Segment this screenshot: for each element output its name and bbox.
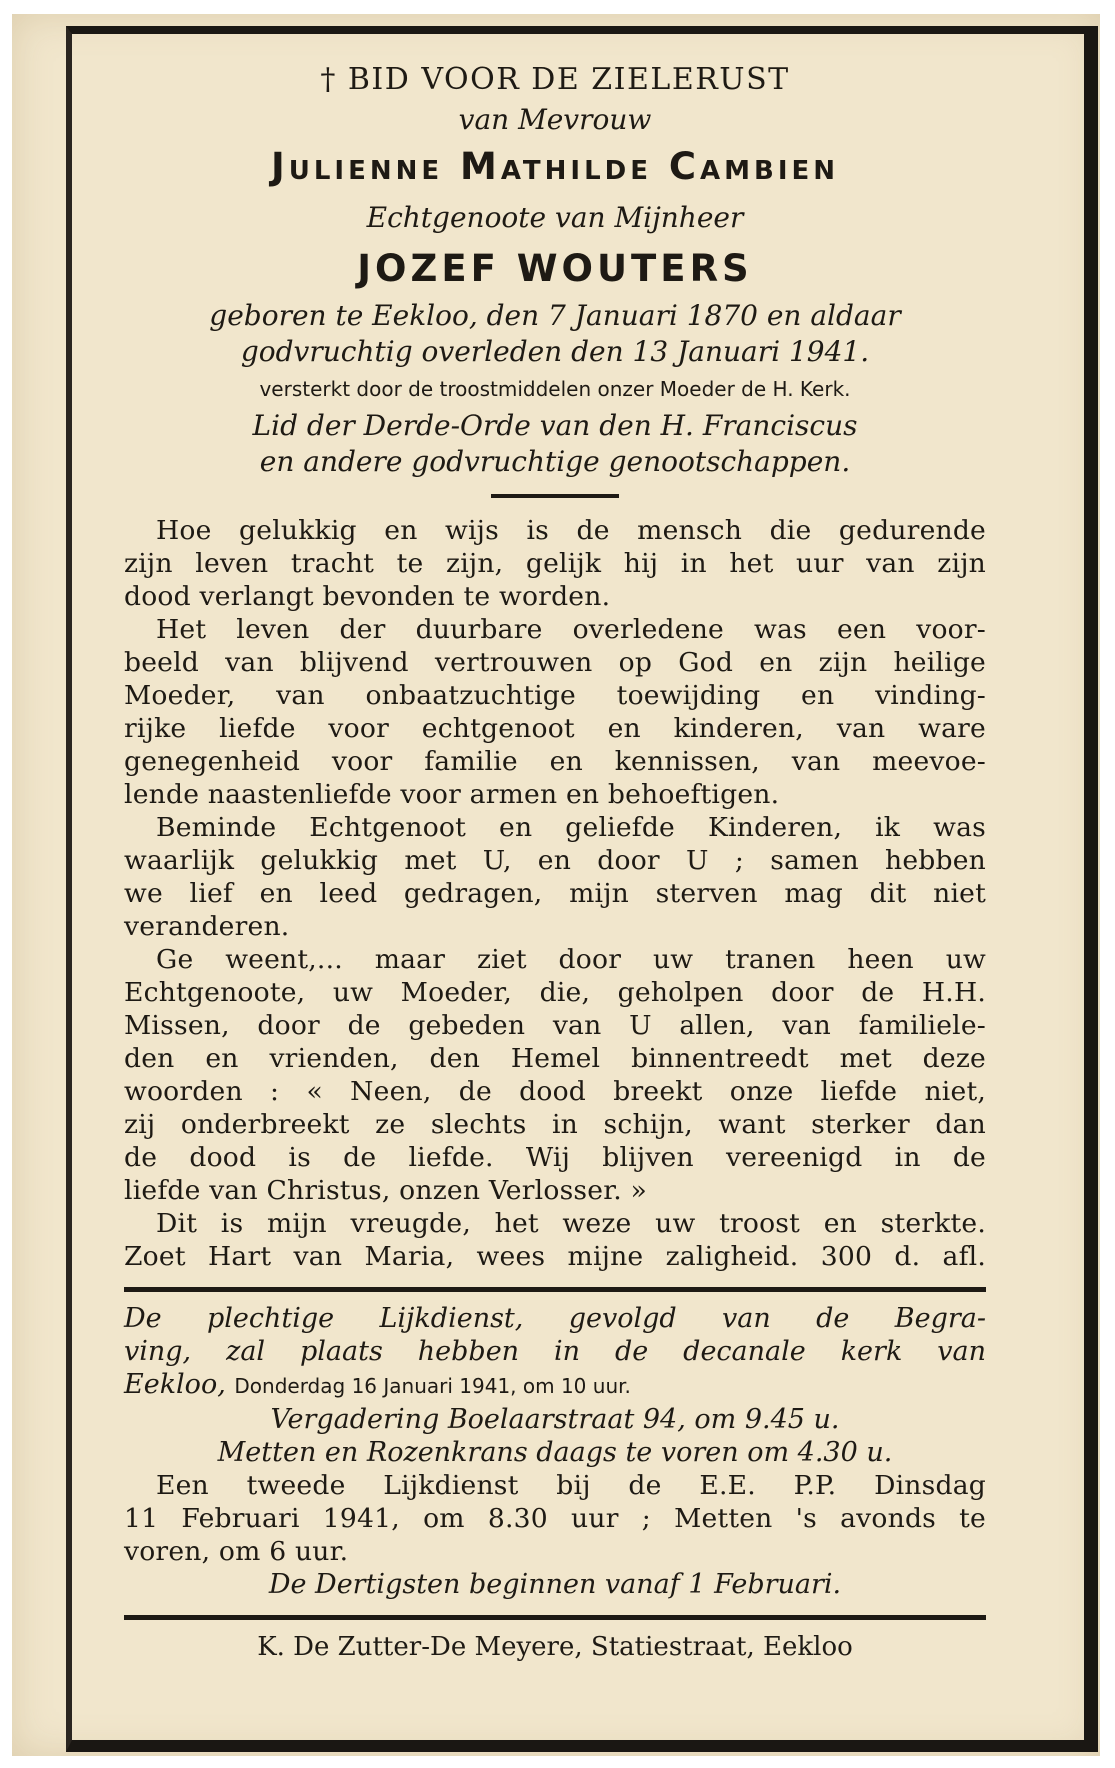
funeral-line-3 xyxy=(124,1368,986,1403)
body-line: rijke liefde voor echtgenoot en kinderen, van ware xyxy=(124,713,986,744)
body-line: veranderen. xyxy=(124,911,290,942)
spouse-prefix: Echtgenoote van Mijnheer xyxy=(366,201,744,234)
body-line: Zoet Hart van Maria, wees mijne zaligheid. 300 d. afl. xyxy=(124,1241,986,1272)
body-line: genegenheid voor familie en kennissen, van meevoe- xyxy=(124,746,986,777)
body-line: Het leven der duurbare overledene was een voor- xyxy=(156,614,986,645)
deceased-name: Julienne Mathilde Cambien xyxy=(270,145,840,188)
printer-imprint: K. De Zutter-De Meyere, Statiestraat, Eekloo xyxy=(257,1632,853,1662)
second-service-line-1: Een tweede Lijkdienst bij de E.E. P.P. Dinsdag xyxy=(156,1470,986,1501)
body-line: beeld van blijvend vertrouwen op God en zijn heilige xyxy=(124,647,986,678)
body-line: we lief en leed gedragen, mijn sterven mag dit niet xyxy=(124,878,986,909)
body-line: lende naastenliefde voor armen en behoeftigen. xyxy=(124,779,780,810)
divider-long xyxy=(124,1287,986,1292)
body-line: de dood is de liefde. Wij blijven vereenigd in de xyxy=(124,1142,986,1173)
prayer-title: BID VOOR DE ZIELERUST xyxy=(347,62,790,97)
body-line: Dit is mijn vreugde, het weze uw troost en sterkte. xyxy=(156,1208,986,1239)
cross-icon: † xyxy=(320,62,337,97)
funeral-place: Eekloo, xyxy=(124,1369,226,1400)
membership-line-1: Lid der Derde-Orde van den H. Franciscus xyxy=(252,409,858,442)
body-line: den en vrienden, den Hemel binnentreedt met deze xyxy=(124,1043,986,1074)
body-line: dood verlangt bevonden te worden. xyxy=(124,581,611,612)
second-service-line-2: 11 Februari 1941, om 8.30 uur ; Metten 's avonds te xyxy=(124,1503,986,1534)
body-line: woorden : « Neen, de dood breekt onze liefde niet, xyxy=(124,1076,986,1107)
meeting-line: Vergadering Boelaarstraat 94, om 9.45 u. xyxy=(270,1404,840,1435)
body-line: zij onderbreekt ze slechts in schijn, want sterker dan xyxy=(124,1109,986,1140)
body-line: Ge weent,... maar ziet door uw tranen heen uw xyxy=(156,944,986,975)
van-mevrouw: van Mevrouw xyxy=(458,103,652,136)
divider-bottom xyxy=(124,1615,986,1620)
thirty-days-line: De Dertigsten beginnen vanaf 1 Februari. xyxy=(268,1569,842,1600)
body-line: Beminde Echtgenoot en geliefde Kinderen, ik was xyxy=(156,812,986,843)
funeral-line-2: ving, zal plaats hebben in de decanale kerk van xyxy=(124,1336,986,1367)
body-line: Moeder, van onbaatzuchtige toewijding en vinding- xyxy=(124,680,986,711)
body-line: liefde van Christus, onzen Verlosser. » xyxy=(124,1175,647,1206)
rosary-line: Metten en Rozenkrans daags te voren om 4.30 u. xyxy=(217,1437,893,1468)
body-line: Hoe gelukkig en wijs is de mensch die gedurende xyxy=(156,515,986,546)
birth-line-1: geboren te Eekloo, den 7 Januari 1870 en aldaar xyxy=(209,299,901,332)
funeral-date: Donderdag 16 Januari 1941, om 10 uur. xyxy=(234,1374,631,1398)
prayer-heading xyxy=(124,58,986,102)
funeral-info xyxy=(124,1302,986,1601)
divider-short xyxy=(491,494,619,498)
body-line: Echtgenoote, uw Moeder, die, geholpen door de H.H. xyxy=(124,977,986,1008)
body-line: zijn leven tracht te zijn, gelijk hij in het uur van zijn xyxy=(124,548,986,579)
body-line: waarlijk gelukkig met U, en door U ; samen hebben xyxy=(124,845,986,876)
card-content xyxy=(124,58,986,1664)
body-line: Missen, door de gebeden van U allen, van familiele- xyxy=(124,1010,986,1041)
sacraments-line: versterkt door de troostmiddelen onzer Moeder de H. Kerk. xyxy=(259,377,851,401)
second-service-line-3: voren, om 6 uur. xyxy=(124,1536,349,1567)
membership-line-2: en andere godvruchtige genootschappen. xyxy=(259,445,851,478)
funeral-line-1: De plechtige Lijkdienst, gevolgd van de Begra- xyxy=(124,1303,986,1334)
spouse-name: JOZEF WOUTERS xyxy=(357,247,753,290)
prayer-body xyxy=(124,514,986,1273)
birth-line-2: godvruchtig overleden den 13 Januari 1941. xyxy=(240,335,870,368)
